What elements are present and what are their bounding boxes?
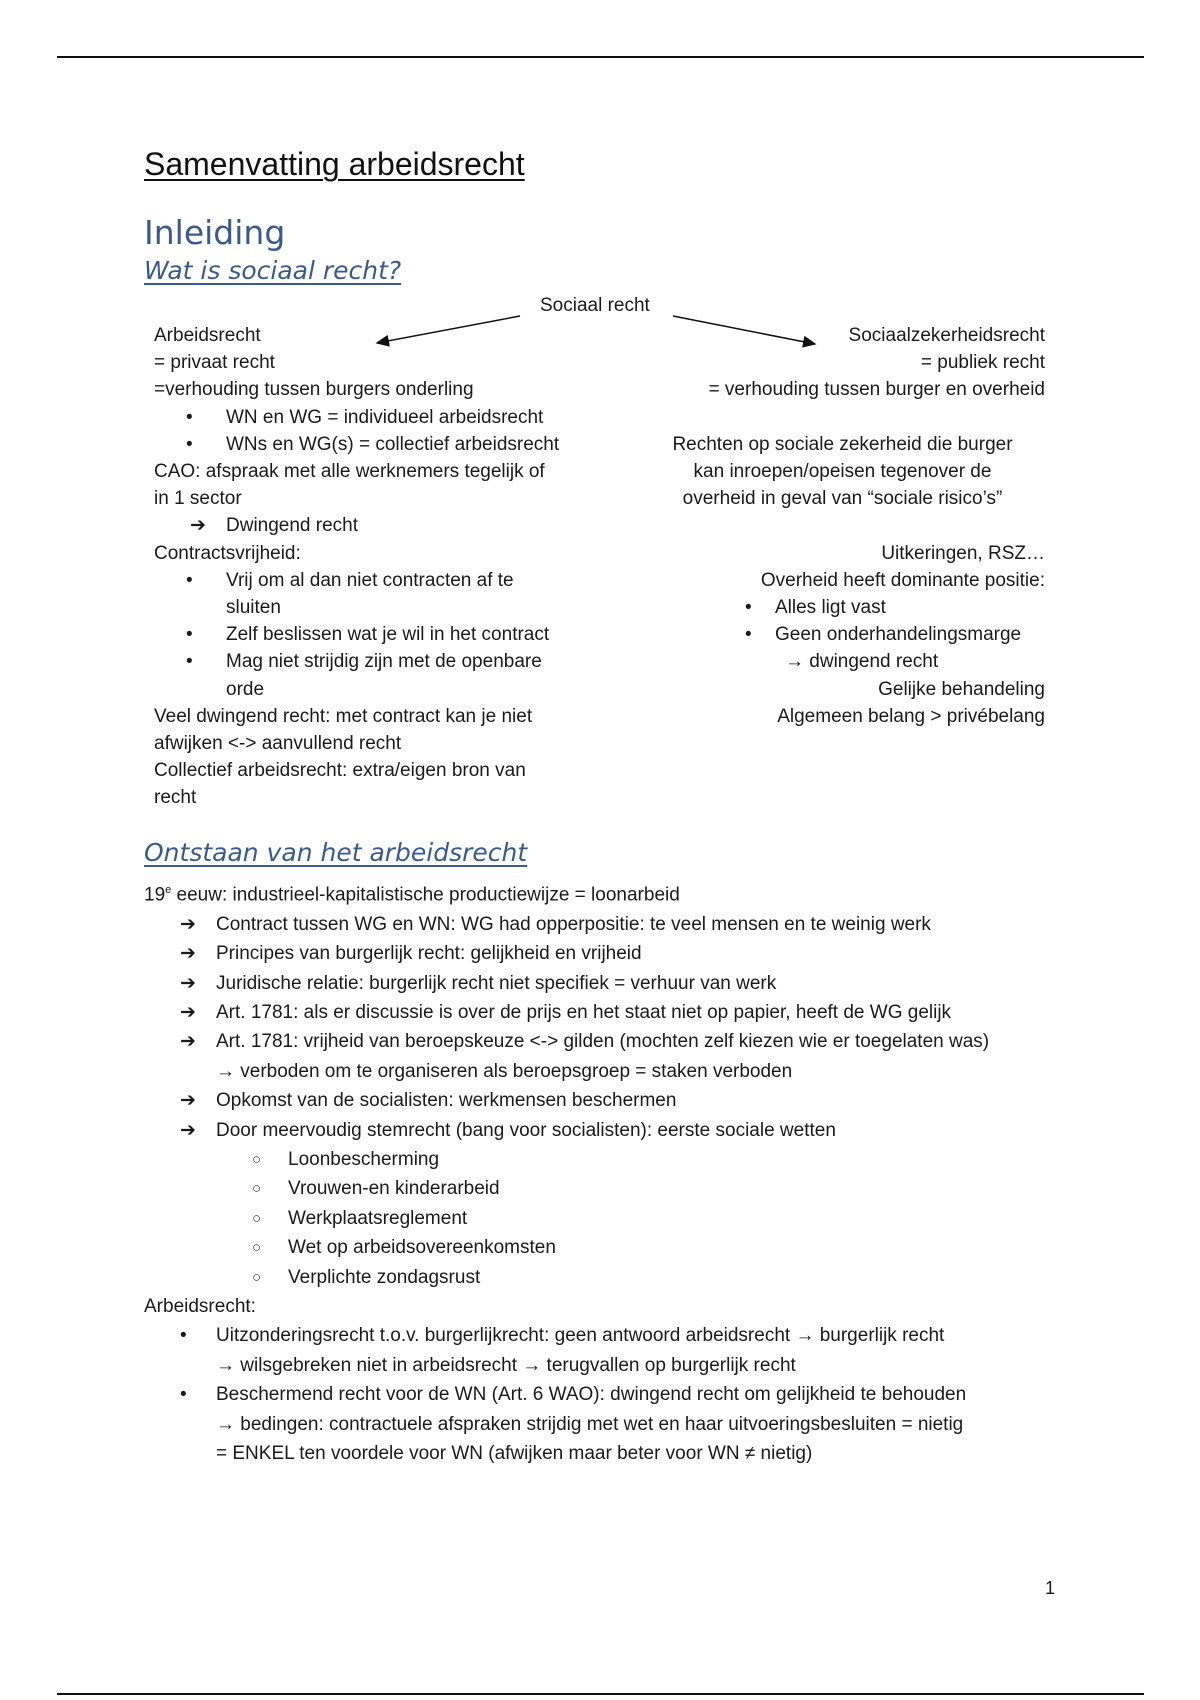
list-item: • Uitzonderingsrecht t.o.v. burgerlijkrecht: geen antwoord arbeidsrecht → burgerlijk recht — [144, 1321, 1044, 1350]
sub-list-item: ○ Verplichte zondagsrust — [144, 1263, 1044, 1292]
list-item — [640, 621, 1045, 648]
text-line: = publiek recht — [920, 352, 1045, 374]
text-line: =verhouding tussen burgers onderling — [154, 379, 474, 401]
text-line: Arbeidsrecht — [154, 325, 261, 346]
list-item-continuation: → bedingen: contractuele afspraken strijdig met wet en haar uitvoeringsbesluiten = nietig — [216, 1413, 964, 1435]
heading-ontstaan: Ontstaan van het arbeidsrecht — [144, 838, 528, 867]
list-item: • WNs en WG(s) = collectief arbeidsrecht — [154, 431, 594, 458]
text-line: CAO: afspraak met alle werknemers tegelijk of — [154, 461, 545, 483]
sub-list-item: ○ Vrouwen-en kinderarbeid — [144, 1174, 1044, 1203]
list-item: • Vrij om al dan niet contracten af te — [154, 567, 594, 594]
century-suffix: e — [165, 884, 172, 896]
arrow-item: ➔ Principes van burgerlijk recht: gelijkheid en vrijheid — [144, 939, 1044, 968]
document-title: Samenvatting arbeidsrecht — [144, 146, 525, 182]
text-line: = privaat recht — [154, 352, 275, 374]
text-line: overheid in geval van “sociale risico’s” — [682, 488, 1003, 510]
list-item-continuation: = ENKEL ten voordele voor WN (afwijken maar beter voor WN ≠ nietig) — [216, 1443, 813, 1465]
arrow-item: ➔ Juridische relatie: burgerlijk recht niet specifiek = verhuur van werk — [144, 969, 1044, 998]
list-item — [640, 594, 1045, 621]
heading-inleiding: Inleiding — [144, 213, 286, 252]
text-line: Contractsvrijheid: — [154, 542, 301, 564]
list-item-text: • Geen onderhandelingsmarge — [775, 624, 1022, 646]
sub-list-item: ○ Wet op arbeidsovereenkomsten — [144, 1233, 1044, 1262]
text-line: Overheid heeft dominante positie: — [760, 569, 1045, 591]
list-item: • Mag niet strijdig zijn met de openbare — [154, 648, 594, 675]
list-item-continuation: sluiten — [226, 597, 281, 619]
list-item: • Beschermend recht voor de WN (Art. 6 WAO): dwingend recht om gelijkheid te behouden — [144, 1380, 1044, 1409]
text-line: in 1 sector — [154, 488, 242, 510]
text-line: Veel dwingend recht: met contract kan je niet — [154, 705, 533, 727]
text-line: = verhouding tussen burger en overheid — [708, 379, 1045, 401]
sub-list-item: ○ Werkplaatsreglement — [144, 1204, 1044, 1233]
sociaalzekerheidsrecht-column — [640, 322, 1045, 730]
arrow-item: ➔ Opkomst van de socialisten: werkmensen beschermen — [144, 1086, 1044, 1115]
ontstaan-section — [144, 876, 1044, 1468]
list-item-continuation: orde — [226, 678, 265, 700]
list-item: • WN en WG = individueel arbeidsrecht — [154, 404, 594, 431]
text-line: Algemeen belang > privébelang — [777, 705, 1045, 727]
arrow-item: ➔ Art. 1781: vrijheid van beroepskeuze <-> gilden (mochten zelf kiezen wie er toegelaten was) — [144, 1027, 1044, 1056]
heading-wat-is-sociaal-recht: Wat is sociaal recht? — [144, 256, 402, 285]
page-number: 1 — [1045, 1578, 1056, 1598]
arrow-item: → dwingend recht — [785, 651, 939, 673]
arbeidsrecht-column — [154, 322, 594, 812]
sub-list-item: ○ Loonbescherming — [144, 1145, 1044, 1174]
text-line: Sociaalzekerheidsrecht — [848, 325, 1045, 346]
list-item-continuation: → wilsgebreken niet in arbeidsrecht → terugvallen op burgerlijk recht — [216, 1354, 796, 1376]
text-line: afwijken <-> aanvullend recht — [154, 733, 402, 755]
arrow-continuation: → verboden om te organiseren als beroepsgroep = staken verboden — [216, 1060, 793, 1082]
arrow-item: ➔ Dwingend recht — [154, 512, 594, 539]
list-item: • Zelf beslissen wat je wil in het contract — [154, 621, 594, 648]
intro-text: eeuw: industrieel-kapitalistische productiewijze = loonarbeid — [171, 884, 680, 906]
list-item-text: • Alles ligt vast — [775, 597, 886, 618]
text-line: Gelijke behandeling — [878, 678, 1045, 700]
arrow-item: ➔ Door meervoudig stemrecht (bang voor socialisten): eerste sociale wetten — [144, 1116, 1044, 1145]
arrow-item: ➔ Contract tussen WG en WN: WG had opperpositie: te veel mensen en te weinig werk — [144, 910, 1044, 939]
century-number: 19 — [144, 884, 166, 906]
text-line: Arbeidsrecht: — [144, 1296, 256, 1318]
text-line: recht — [154, 787, 197, 809]
text-line: Collectief arbeidsrecht: extra/eigen bron van — [154, 760, 526, 782]
text-line: Uitkeringen, RSZ… — [881, 542, 1045, 564]
intro-line — [144, 876, 1044, 910]
diagram-root-label: Sociaal recht — [540, 295, 650, 316]
text-line: Rechten op sociale zekerheid die burger — [672, 433, 1013, 455]
text-line: kan inroepen/opeisen tegenover de — [693, 461, 992, 482]
footer-rule — [57, 1693, 1144, 1695]
arrow-item: ➔ Art. 1781: als er discussie is over de prijs en het staat niet op papier, heeft de WG gelijk — [144, 998, 1044, 1027]
